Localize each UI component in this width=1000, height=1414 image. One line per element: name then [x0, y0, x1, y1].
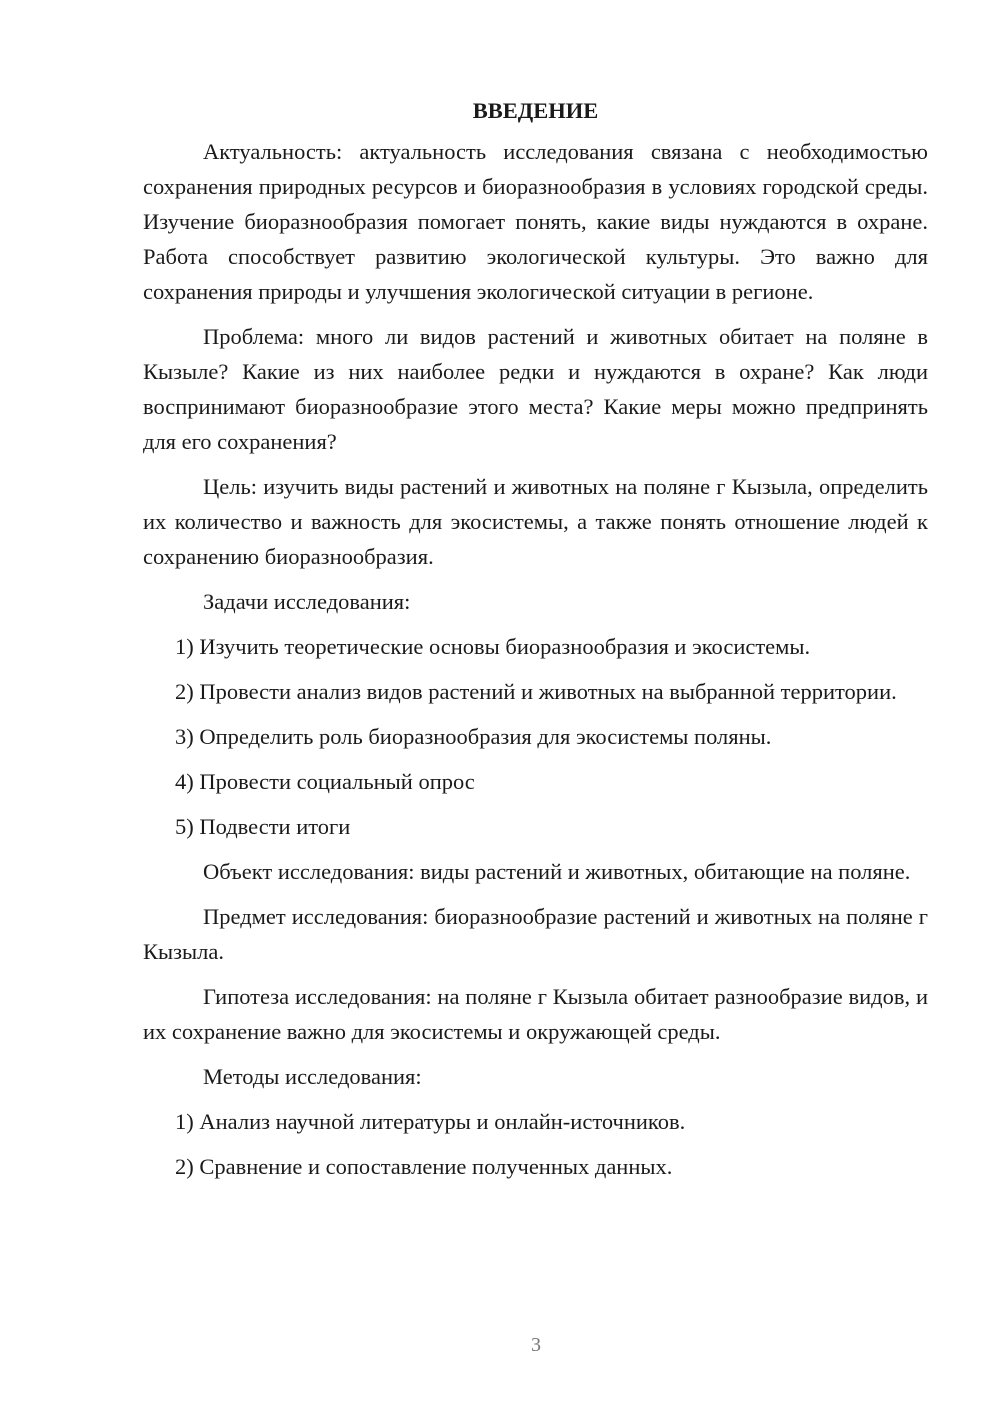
- paragraph-tasks-heading: Задачи исследования:: [203, 589, 411, 614]
- method-item-1: 1) Анализ научной литературы и онлайн-источников.: [175, 1109, 686, 1134]
- task-item-5: 5) Подвести итоги: [175, 814, 351, 839]
- paragraph-goal: Цель: изучить виды растений и животных на поляне г Кызыла, определить их количество и важность для экосистемы, а также понять отношение людей к сохранению биоразнообразия.: [143, 474, 928, 569]
- paragraph-problem: Проблема: много ли видов растений и животных обитает на поляне в Кызыле? Какие из них наиболее редки и нуждаются в охране? Как люди воспринимают биоразнообразие этого места? Какие меры можно предпринять для его сохранения?: [143, 324, 928, 454]
- task-item-4: 4) Провести социальный опрос: [175, 769, 475, 794]
- paragraph-hypothesis: Гипотеза исследования: на поляне г Кызыла обитает разнообразие видов, и их сохранение важно для экосистемы и окружающей среды.: [143, 984, 928, 1044]
- page-body: [143, 96, 928, 1194]
- paragraph-subject: Предмет исследования: биоразнообразие растений и животных на поляне г Кызыла.: [143, 904, 928, 964]
- task-item-2: 2) Провести анализ видов растений и животных на выбранной территории.: [175, 679, 897, 704]
- page-number: 3: [531, 1334, 541, 1356]
- method-item-2: 2) Сравнение и сопоставление полученных данных.: [175, 1154, 673, 1179]
- paragraph-methods-heading: Методы исследования:: [203, 1064, 422, 1089]
- paragraph-relevance: Актуальность: актуальность исследования связана с необходимостью сохранения природных ресурсов и биоразнообразия в условиях городской среды. Изучение биоразнообразия помогает понять, какие виды нуждаются в охране. Работа способствует развитию экологической культуры. Это важно для сохранения природы и улучшения экологической ситуации в регионе.: [143, 139, 928, 304]
- task-item-3: 3) Определить роль биоразнообразия для экосистемы поляны.: [175, 724, 772, 749]
- paragraph-object: Объект исследования: виды растений и животных, обитающие на поляне.: [203, 859, 911, 884]
- page-title: ВВЕДЕНИЕ: [472, 98, 599, 123]
- task-item-1: 1) Изучить теоретические основы биоразнообразия и экосистемы.: [175, 634, 811, 659]
